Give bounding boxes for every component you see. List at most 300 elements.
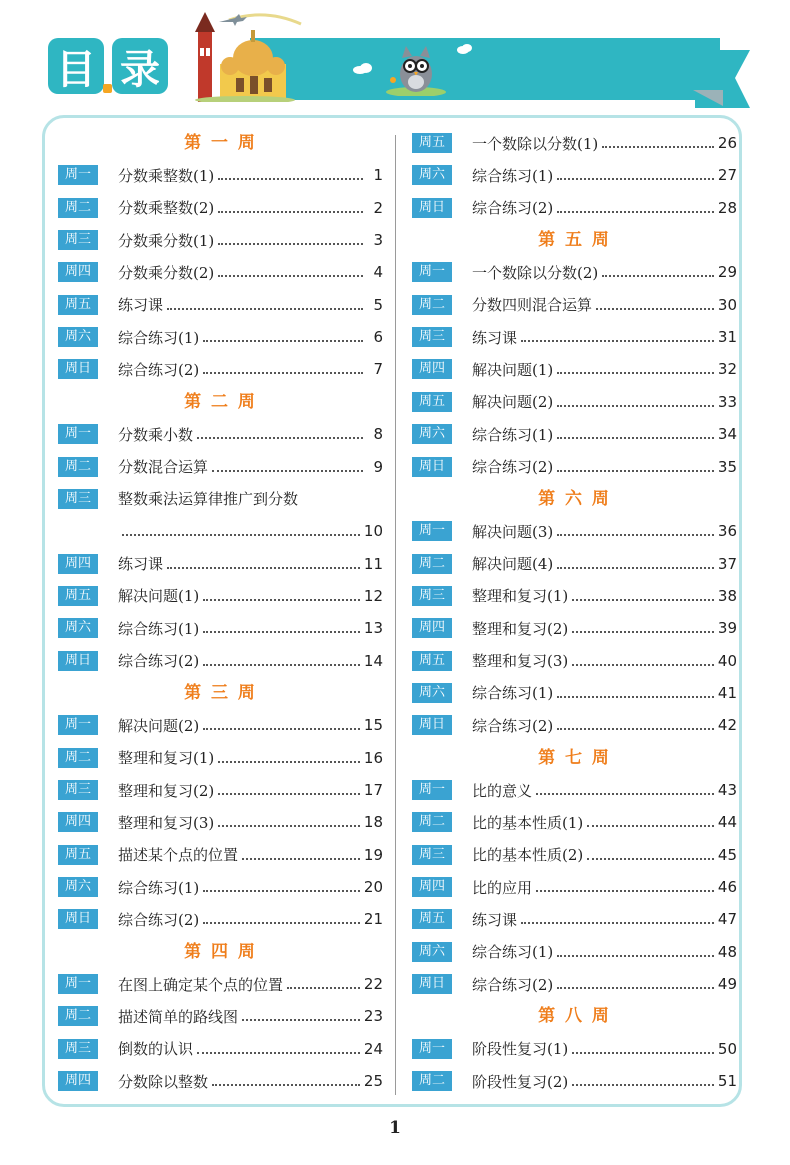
day-tag: 周五: [412, 133, 452, 153]
page-number-ref: 43: [717, 781, 737, 799]
entry-title: 解决问题(1): [472, 360, 554, 379]
dot-leader: [203, 631, 360, 633]
dot-leader: [572, 631, 714, 633]
dot-leader: [602, 275, 714, 277]
entry-line: [118, 456, 383, 478]
page-number-ref: 46: [717, 878, 737, 897]
dot-leader: [572, 1084, 714, 1086]
dot-leader: [557, 437, 714, 439]
toc-entry[interactable]: [412, 650, 737, 672]
page-number-ref: 18: [363, 813, 383, 832]
day-tag: 周三: [58, 780, 98, 800]
dot-leader: [167, 567, 360, 569]
toc-entry-continuation[interactable]: [58, 520, 383, 542]
entry-line: [472, 1070, 737, 1092]
entry-title: 分数混合运算: [118, 458, 209, 476]
toc-entry[interactable]: [412, 456, 737, 478]
week-heading: 第 八 周: [538, 1006, 611, 1027]
entry-title: 解决问题(1): [118, 587, 200, 606]
entry-title: 综合练习(2): [118, 652, 200, 671]
toc-entry[interactable]: [412, 132, 737, 154]
dot-leader: [557, 567, 714, 569]
dot-leader: [557, 211, 714, 213]
entry-line: [472, 1038, 737, 1060]
entry-line: [472, 585, 737, 607]
entry-title: 整数乘法运算律推广到分数: [118, 490, 299, 509]
entry-title: 练习课: [118, 555, 164, 574]
dot-leader: [287, 987, 360, 989]
entry-line: [472, 520, 737, 542]
page-number-ref: 21: [363, 910, 383, 929]
page-number-ref: 50: [717, 1039, 737, 1058]
toc-entry[interactable]: [412, 714, 737, 736]
page-number-ref: 23: [363, 1007, 383, 1026]
page-number-ref: 32: [717, 360, 737, 379]
page-number-ref: 24: [363, 1039, 383, 1058]
dot-leader: [218, 211, 363, 213]
page-number-ref: 37: [717, 554, 737, 573]
entry-title: 分数乘小数: [118, 425, 194, 444]
dot-leader: [521, 922, 714, 924]
title-dot: [103, 84, 112, 93]
entry-line: [118, 1070, 383, 1092]
toc-entry[interactable]: [412, 844, 737, 866]
toc-entry[interactable]: [58, 456, 383, 478]
entry-line: [472, 164, 737, 186]
entry-title: 分数乘整数(1): [118, 166, 215, 185]
day-tag: 周六: [412, 424, 452, 444]
page-number-ref: 3: [373, 231, 383, 250]
cloud-icon: [456, 42, 474, 54]
day-tag: 周一: [58, 424, 98, 444]
page-number-ref: 36: [717, 522, 737, 541]
toc-entry[interactable]: [412, 811, 737, 833]
page-number-ref: 8: [373, 425, 383, 444]
entry-line: [472, 617, 737, 639]
day-tag: 周二: [58, 198, 98, 218]
page-number-ref: 20: [363, 878, 383, 897]
dot-leader: [536, 793, 714, 795]
entry-title: 分数四则混合运算: [472, 296, 593, 315]
page-number-ref: 12: [363, 586, 383, 605]
dot-leader: [557, 955, 714, 957]
entry-line: [118, 1038, 383, 1060]
entry-line: [118, 811, 383, 833]
toc-entry[interactable]: [412, 261, 737, 283]
entry-line: [472, 779, 737, 801]
toc-entry[interactable]: [412, 294, 737, 316]
dot-leader: [218, 178, 363, 180]
entry-title: 一个数除以分数(1): [472, 134, 599, 153]
day-tag: 周四: [412, 359, 452, 379]
toc-entry[interactable]: [58, 617, 383, 639]
week-heading: 第 四 周: [184, 941, 257, 962]
entry-title: 整理和复习(3): [118, 813, 215, 832]
day-tag: 周日: [412, 457, 452, 477]
page-number-ref: 10: [363, 522, 383, 541]
entry-title: 比的基本性质(1): [472, 813, 584, 832]
entry-line: [472, 650, 737, 672]
toc-entry[interactable]: [412, 973, 737, 995]
day-tag: 周五: [58, 845, 98, 865]
entry-line: [118, 747, 383, 769]
entry-title: 综合练习(1): [472, 166, 554, 185]
day-tag: 周六: [412, 683, 452, 703]
page-number-ref: 14: [363, 651, 383, 670]
entry-line: [472, 908, 737, 930]
entry-title: 综合练习(1): [472, 943, 554, 962]
toc-entry[interactable]: [58, 229, 383, 251]
entry-title: 综合练习(2): [118, 910, 200, 929]
page-number-ref: 17: [363, 781, 383, 799]
toc-entry[interactable]: [58, 650, 383, 672]
page-number-ref: 22: [363, 975, 383, 994]
entry-title: 整理和复习(3): [472, 652, 569, 671]
toc-entry[interactable]: [58, 358, 383, 380]
toc-entry[interactable]: [58, 747, 383, 769]
page-number-ref: 47: [717, 910, 737, 929]
page-number-ref: 4: [373, 263, 383, 282]
entry-title: 综合练习(1): [118, 328, 200, 347]
toc-entry[interactable]: [58, 973, 383, 995]
day-tag: 周日: [412, 715, 452, 735]
week-heading: 第 七 周: [538, 747, 611, 768]
toc-entry[interactable]: [412, 358, 737, 380]
toc-entry[interactable]: [58, 1070, 383, 1092]
dot-leader: [596, 308, 714, 310]
entry-title: 解决问题(4): [472, 555, 554, 574]
toc-entry[interactable]: [58, 553, 383, 575]
day-tag: 周二: [412, 295, 452, 315]
week-heading: 第 六 周: [538, 488, 611, 509]
entry-line: [118, 553, 383, 575]
entry-title: 解决问题(3): [472, 522, 554, 541]
entry-line: [472, 553, 737, 575]
toc-entry[interactable]: [58, 908, 383, 930]
entry-line: [118, 973, 383, 995]
entry-title: 综合练习(2): [472, 975, 554, 994]
entry-title: 分数乘整数(2): [118, 199, 215, 218]
entry-line: [472, 197, 737, 219]
dot-leader: [557, 372, 714, 374]
day-tag: 周三: [412, 586, 452, 606]
entry-title: 练习课: [472, 910, 518, 929]
day-tag: 周二: [412, 812, 452, 832]
day-tag: 周三: [58, 1039, 98, 1059]
week-heading: 第 二 周: [184, 391, 257, 412]
page-number-ref: 13: [363, 619, 383, 638]
entry-title: 一个数除以分数(2): [472, 263, 599, 282]
entry-line: [472, 876, 737, 898]
page-number-ref: 31: [717, 328, 737, 347]
day-tag: 周二: [412, 554, 452, 574]
dot-leader: [557, 696, 714, 698]
page-number-ref: 40: [717, 651, 737, 670]
day-tag: 周五: [58, 586, 98, 606]
page-number-ref: 25: [363, 1072, 383, 1091]
dot-leader: [218, 761, 360, 763]
toc-entry[interactable]: [58, 294, 383, 316]
toc-entry[interactable]: [412, 1070, 737, 1092]
toc-entry[interactable]: [58, 585, 383, 607]
entry-title: 解决问题(2): [118, 716, 200, 735]
dot-leader: [587, 858, 714, 860]
entry-line: [118, 261, 383, 283]
entry-line: [118, 229, 383, 251]
day-tag: 周一: [58, 974, 98, 994]
entry-line: [472, 294, 737, 316]
toc-entry[interactable]: [412, 391, 737, 413]
dot-leader: [242, 858, 360, 860]
page-number-ref: 16: [363, 748, 383, 767]
page-number-ref: 11: [363, 554, 383, 573]
dot-leader: [122, 534, 360, 536]
toc-entry[interactable]: [412, 682, 737, 704]
dot-leader: [521, 340, 714, 342]
toc-entry[interactable]: [58, 197, 383, 219]
day-tag: 周一: [412, 521, 452, 541]
entry-line: [472, 682, 737, 704]
entry-title: 描述某个点的位置: [118, 846, 239, 865]
page-number-ref: 45: [717, 845, 737, 864]
toc-entry[interactable]: [58, 326, 383, 348]
owl-mascot-icon: [380, 40, 450, 96]
entry-title: 综合练习(2): [472, 199, 554, 218]
page-number-ref: 51: [717, 1072, 737, 1091]
entry-title: 练习课: [118, 296, 164, 315]
entry-line: [118, 617, 383, 639]
toc-entry[interactable]: [412, 326, 737, 348]
entry-line: [118, 585, 383, 607]
page-number-ref: 28: [717, 198, 737, 217]
dot-leader: [203, 728, 360, 730]
toc-entry[interactable]: [58, 876, 383, 898]
entry-line: [472, 456, 737, 478]
dot-leader: [203, 664, 360, 666]
entry-line: [118, 358, 383, 380]
toc-entry[interactable]: [412, 197, 737, 219]
entry-line: [118, 908, 383, 930]
day-tag: 周一: [58, 715, 98, 735]
page-number-ref: 34: [717, 425, 737, 444]
day-tag: 周日: [58, 359, 98, 379]
entry-title: 倒数的认识: [118, 1040, 194, 1059]
dot-leader: [557, 987, 714, 989]
entry-line: [118, 779, 383, 801]
day-tag: 周六: [412, 942, 452, 962]
dot-leader: [587, 825, 714, 827]
entry-title: 在图上确定某个点的位置: [118, 975, 284, 994]
toc-entry[interactable]: [412, 779, 737, 801]
entry-line: [472, 261, 737, 283]
entry-line: [118, 650, 383, 672]
page-number-ref: 1: [373, 166, 383, 185]
toc-entry[interactable]: [58, 423, 383, 445]
page-number-ref: 35: [717, 457, 737, 476]
header-banner: [250, 38, 720, 100]
entry-line: [118, 520, 383, 542]
entry-line: [118, 876, 383, 898]
toc-entry[interactable]: [58, 1038, 383, 1060]
entry-line: [118, 714, 383, 736]
dot-leader: [203, 599, 360, 601]
week-heading: 第 三 周: [184, 682, 257, 703]
dot-leader: [197, 437, 363, 439]
day-tag: 周六: [58, 327, 98, 347]
castle-illustration: [190, 8, 300, 102]
day-tag: 周四: [58, 262, 98, 282]
page-number-ref: 33: [717, 392, 737, 411]
entry-title: 综合练习(1): [472, 684, 554, 703]
entry-title: 综合练习(1): [472, 425, 554, 444]
day-tag: 周四: [412, 618, 452, 638]
day-tag: 周三: [58, 489, 98, 509]
toc-entry[interactable]: [412, 553, 737, 575]
day-tag: 周二: [58, 1006, 98, 1026]
dot-leader: [242, 1019, 360, 1021]
entry-line: [472, 391, 737, 413]
entry-title: 分数乘分数(2): [118, 263, 215, 282]
toc-entry[interactable]: [58, 714, 383, 736]
entry-line: [118, 164, 383, 186]
dot-leader: [572, 599, 714, 601]
entry-title: 综合练习(2): [472, 716, 554, 735]
entry-line: [472, 714, 737, 736]
entry-title: 分数乘分数(1): [118, 231, 215, 250]
toc-entry[interactable]: [412, 520, 737, 542]
dot-leader: [557, 728, 714, 730]
page-number-ref: 7: [373, 360, 383, 379]
day-tag: 周三: [412, 845, 452, 865]
day-tag: 周五: [412, 392, 452, 412]
day-tag: 周日: [412, 974, 452, 994]
entry-line: [118, 1005, 383, 1027]
day-tag: 周六: [58, 877, 98, 897]
page-number-ref: 2: [373, 198, 383, 217]
banner-fold-shadow: [693, 90, 723, 106]
entry-line: [472, 941, 737, 963]
entry-line: [472, 844, 737, 866]
entry-line: [118, 423, 383, 445]
dot-leader: [197, 1052, 360, 1054]
toc-entry[interactable]: [412, 423, 737, 445]
page-number-ref: 38: [717, 586, 737, 605]
entry-title: 综合练习(2): [118, 360, 200, 379]
dot-leader: [212, 1084, 360, 1086]
entry-title: 比的基本性质(2): [472, 846, 584, 865]
entry-title: 综合练习(1): [118, 619, 200, 638]
toc-entry[interactable]: [412, 941, 737, 963]
toc-entry[interactable]: [58, 488, 383, 510]
toc-entry[interactable]: [412, 585, 737, 607]
toc-entry[interactable]: [412, 908, 737, 930]
toc-entry[interactable]: [58, 1005, 383, 1027]
toc-entry[interactable]: [412, 876, 737, 898]
dot-leader: [557, 405, 714, 407]
dot-leader: [218, 793, 360, 795]
entry-title: 综合练习(2): [472, 458, 554, 476]
day-tag: 周日: [412, 198, 452, 218]
dot-leader: [218, 825, 360, 827]
day-tag: 周五: [412, 651, 452, 671]
page-number-ref: 41: [717, 683, 737, 702]
week-heading: 第 五 周: [538, 230, 611, 251]
day-tag: 周五: [58, 295, 98, 315]
day-tag: 周三: [58, 230, 98, 250]
page-number-ref: 30: [717, 295, 737, 314]
toc-entry[interactable]: [412, 164, 737, 186]
day-tag: 周五: [412, 909, 452, 929]
entry-line: [472, 132, 737, 154]
toc-entry[interactable]: [412, 617, 737, 639]
dot-leader: [557, 470, 714, 472]
dot-leader: [218, 243, 363, 245]
toc-entry[interactable]: [412, 1038, 737, 1060]
day-tag: 周一: [412, 262, 452, 282]
entry-line: [472, 358, 737, 380]
dot-leader: [167, 308, 363, 310]
page-number-ref: 15: [363, 716, 383, 735]
day-tag: 周三: [412, 327, 452, 347]
day-tag: 周日: [58, 909, 98, 929]
entry-title: 描述简单的路线图: [118, 1007, 239, 1026]
week-heading: 第 一 周: [184, 133, 257, 153]
page-number-ref: 6: [373, 328, 383, 347]
day-tag: 周二: [58, 748, 98, 768]
header: [0, 0, 790, 110]
entry-line: [118, 844, 383, 866]
entry-line: [118, 326, 383, 348]
page-number: 1: [389, 1118, 401, 1138]
day-tag: 周六: [58, 618, 98, 638]
page-number-ref: 44: [717, 813, 737, 832]
entry-title: 解决问题(2): [472, 393, 554, 412]
entry-line: [472, 326, 737, 348]
toc-entry[interactable]: [58, 844, 383, 866]
dot-leader: [572, 1052, 714, 1054]
page-number-ref: 27: [717, 166, 737, 185]
page-number-ref: 48: [717, 942, 737, 961]
cloud-icon: [352, 62, 374, 74]
entry-title: 比的意义: [472, 781, 533, 800]
dot-leader: [212, 470, 363, 472]
toc-entry[interactable]: [58, 811, 383, 833]
day-tag: 周四: [58, 812, 98, 832]
dot-leader: [572, 664, 714, 666]
column-divider: [395, 135, 396, 1095]
dot-leader: [203, 340, 363, 342]
toc-entry[interactable]: [58, 261, 383, 283]
entry-title: 练习课: [472, 328, 518, 347]
entry-title: 阶段性复习(1): [472, 1040, 569, 1059]
dot-leader: [203, 372, 363, 374]
dot-leader: [557, 534, 714, 536]
page-number-ref: 26: [717, 134, 737, 152]
toc-entry[interactable]: [58, 779, 383, 801]
dot-leader: [557, 178, 714, 180]
entry-line: [118, 294, 383, 316]
day-tag: 周一: [58, 165, 98, 185]
dot-leader: [536, 890, 714, 892]
entry-title: 综合练习(1): [118, 878, 200, 897]
day-tag: 周日: [58, 651, 98, 671]
entry-line: [118, 488, 383, 510]
toc-entry[interactable]: [58, 164, 383, 186]
entry-title: 分数除以整数: [118, 1072, 209, 1091]
entry-title: 整理和复习(2): [118, 781, 215, 800]
day-tag: 周六: [412, 165, 452, 185]
entry-line: [472, 811, 737, 833]
